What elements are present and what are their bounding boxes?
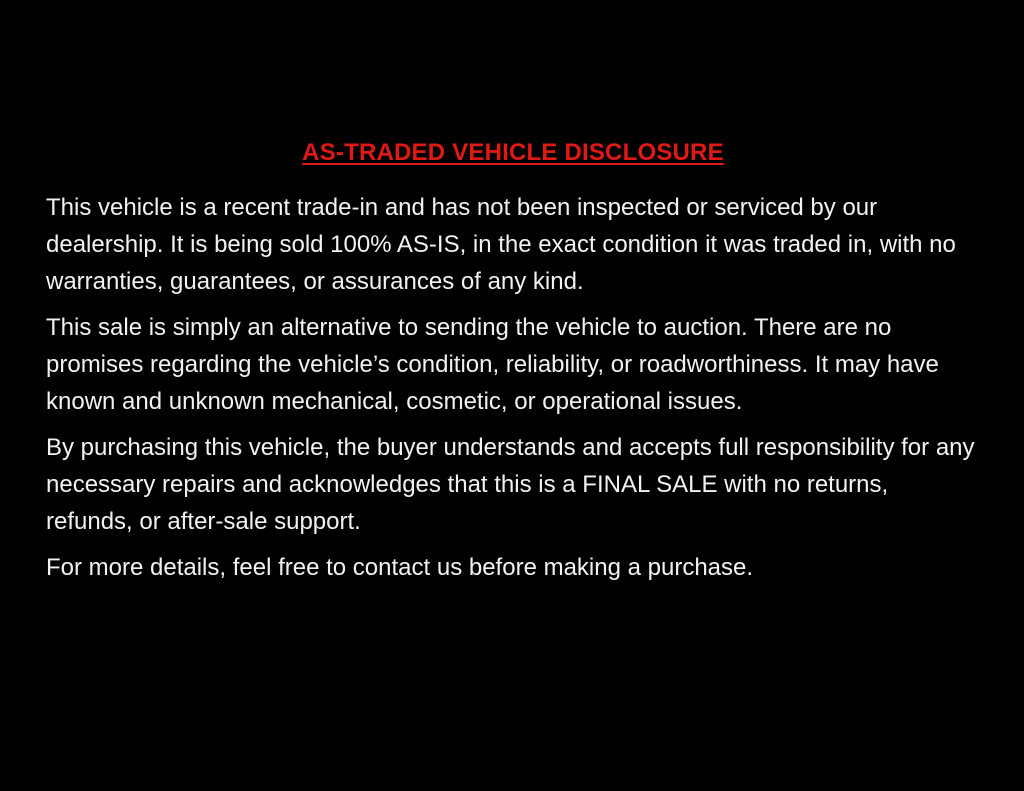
disclosure-paragraph-1: This vehicle is a recent trade-in and has not been inspected or serviced by our dealership. It is being sold 100% AS-IS, in the exact condition it was traded in, with no warranties, guarantees, or assurances of any kind. xyxy=(46,194,956,295)
disclosure-paragraph-2: This sale is simply an alternative to sending the vehicle to auction. There are no promises regarding the vehicle’s condition, reliability, or roadworthiness. It may have known and unknown mechanical, cosmetic, or operational issues. xyxy=(46,314,939,415)
disclosure-title: AS-TRADED VEHICLE DISCLOSURE xyxy=(302,139,724,166)
disclosure-paragraph-3: By purchasing this vehicle, the buyer understands and accepts full responsibility for any necessary repairs and acknowledges that this is a FINAL SALE with no returns, refunds, or after-sale support. xyxy=(46,434,975,535)
disclosure-paragraph-4: For more details, feel free to contact us before making a purchase. xyxy=(46,554,754,581)
